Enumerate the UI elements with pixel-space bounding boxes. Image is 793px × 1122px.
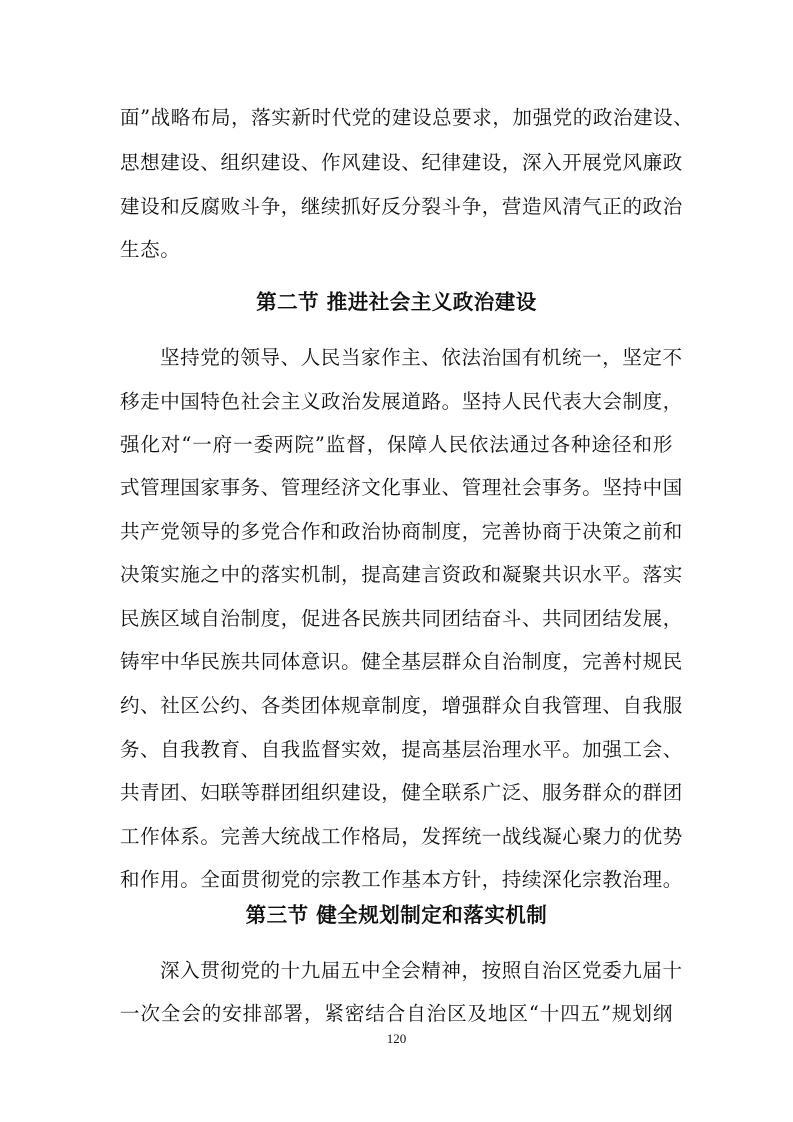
- paragraph-line: 生态。: [120, 238, 181, 261]
- paragraph-line: 深入贯彻党的十九届五中全会精神，按照自治区党委九届十: [160, 959, 683, 982]
- paragraph-line: 决策实施之中的落实机制，提高建言资政和凝聚共识水平。落实: [120, 563, 683, 586]
- paragraph-line: 民族区域自治制度，促进各民族共同团结奋斗、共同团结发展，: [120, 607, 683, 630]
- section-heading: 第三节 健全规划制定和落实机制: [245, 903, 548, 927]
- page-number: 120: [386, 1031, 407, 1046]
- paragraph-line: 强化对“一府一委两院”监督，保障人民依法通过各种途径和形: [120, 433, 673, 456]
- section-heading: 第二节 推进社会主义政治建设: [256, 290, 537, 314]
- paragraph-line: 工作体系。完善大统战工作格局，发挥统一战线凝心聚力的优势: [120, 825, 683, 848]
- paragraph-line: 建设和反腐败斗争，继续抓好反分裂斗争，营造风清气正的政治: [120, 195, 683, 218]
- paragraph-line: 坚持党的领导、人民当家作主、依法治国有机统一，坚定不: [160, 346, 683, 369]
- paragraph-line: 面”战略布局，落实新时代党的建设总要求，加强党的政治建设、: [120, 106, 694, 129]
- paragraph-line: 和作用。全面贯彻党的宗教工作基本方针，持续深化宗教治理。: [120, 868, 683, 891]
- paragraph-line: 式管理国家事务、管理经济文化事业、管理社会事务。坚持中国: [120, 476, 683, 499]
- paragraph-line: 一次全会的安排部署，紧密结合自治区及地区“十四五”规划纲: [120, 1002, 673, 1025]
- paragraph-line: 思想建设、组织建设、作风建设、纪律建设，深入开展党风廉政: [120, 151, 683, 174]
- paragraph-line: 约、社区公约、各类团体规章制度，增强群众自我管理、自我服: [120, 694, 683, 717]
- paragraph-line: 共产党领导的多党合作和政治协商制度，完善协商于决策之前和: [120, 520, 683, 543]
- paragraph-line: 共青团、妇联等群团组织建设，健全联系广泛、服务群众的群团: [120, 781, 683, 804]
- paragraph-line: 移走中国特色社会主义政治发展道路。坚持人民代表大会制度，: [120, 390, 683, 413]
- paragraph-line: 铸牢中华民族共同体意识。健全基层群众自治制度，完善村规民: [120, 650, 683, 673]
- paragraph-line: 务、自我教育、自我监督实效，提高基层治理水平。加强工会、: [120, 738, 683, 761]
